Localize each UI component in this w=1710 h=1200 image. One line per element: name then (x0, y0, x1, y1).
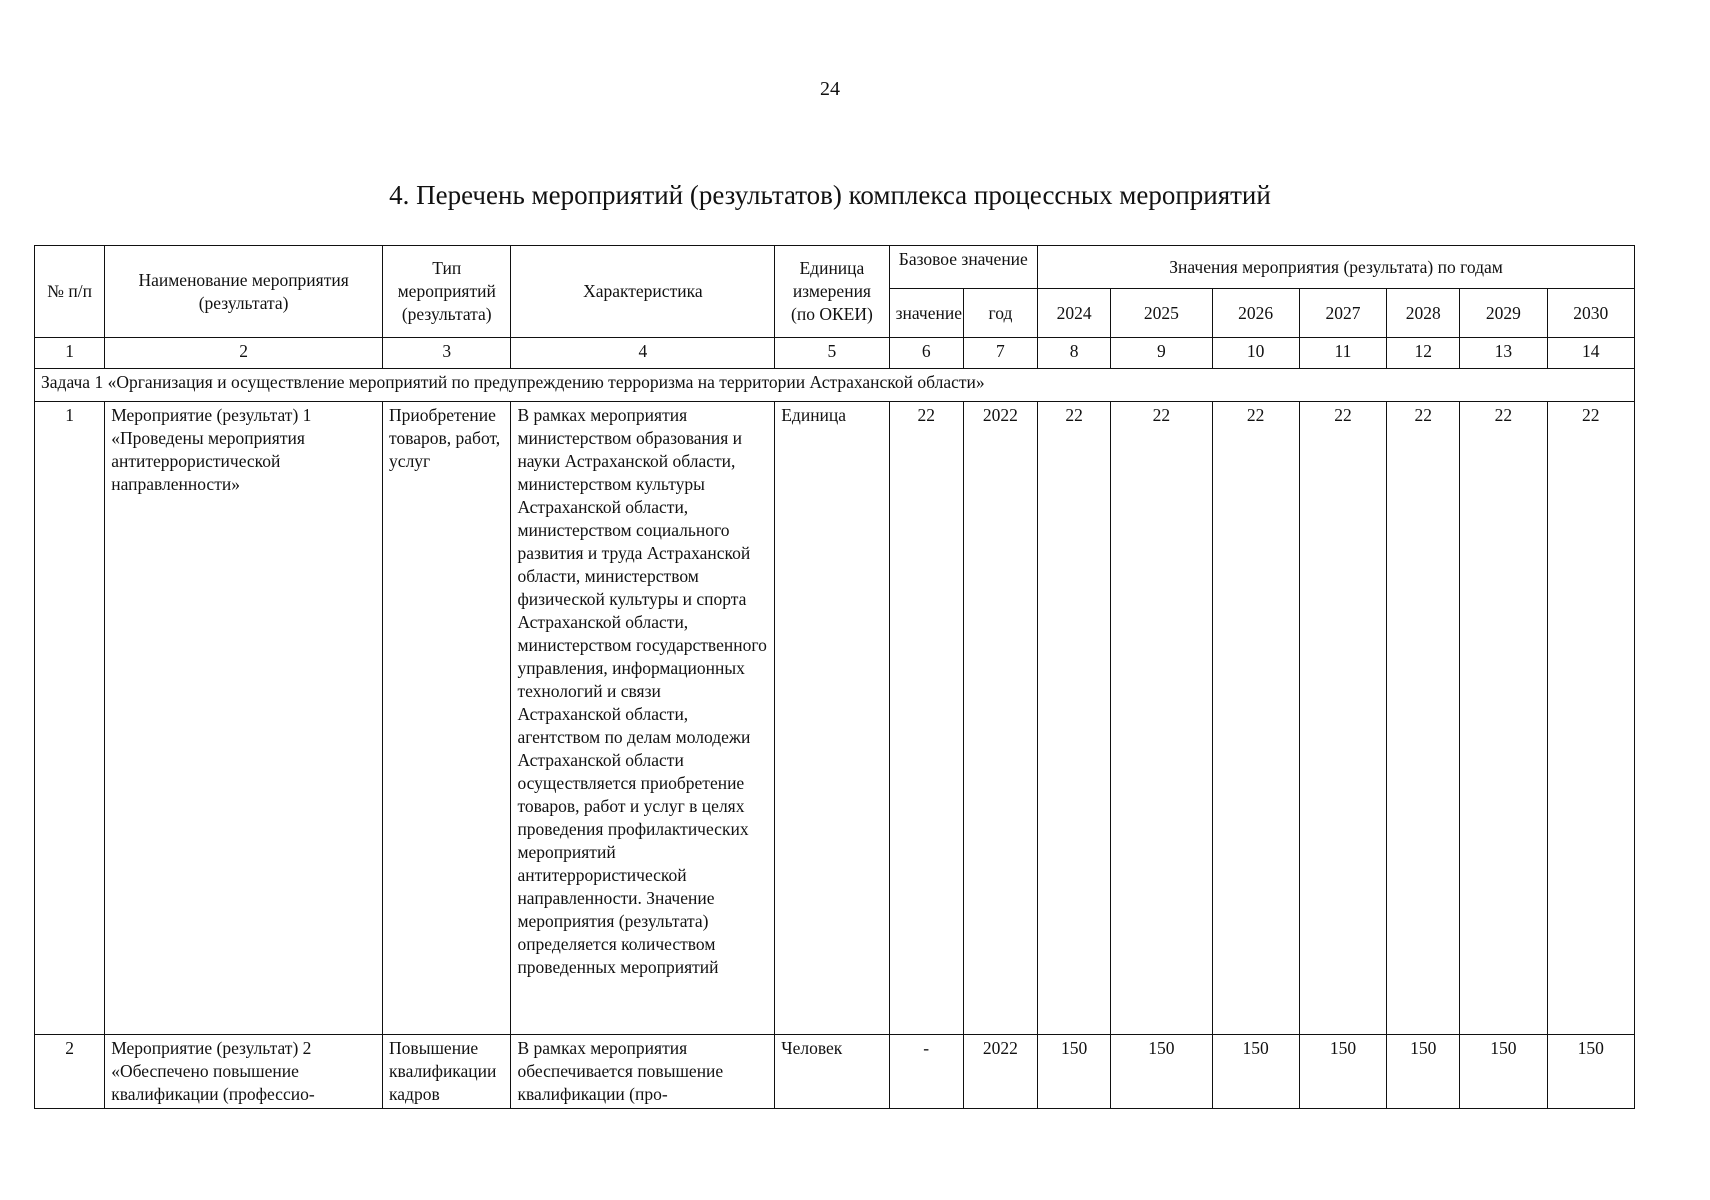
row-value-2030: 22 (1547, 402, 1634, 1035)
column-number: 9 (1111, 338, 1212, 369)
header-row-top (35, 246, 1635, 289)
column-number: 1 (35, 338, 105, 369)
column-number: 6 (889, 338, 963, 369)
row-name: Мероприятие (результат) 1 «Проведены мероприятия антитеррористической направленности» (105, 402, 383, 1035)
row-name: Мероприятие (результат) 2 «Обеспечено повышение квалификации (профессио- (105, 1035, 383, 1109)
row-type: Приобретение товаров, работ, услуг (383, 402, 511, 1035)
row-unit: Человек (775, 1035, 889, 1109)
header-type: Тип мероприятий (результата) (383, 246, 511, 338)
header-year-2029: 2029 (1460, 289, 1547, 338)
header-year-2028: 2028 (1387, 289, 1460, 338)
column-number: 5 (775, 338, 889, 369)
activities-table (34, 245, 1635, 1109)
task-row (35, 369, 1635, 402)
row-value-2027: 22 (1299, 402, 1386, 1035)
row-characteristic: В рамках мероприятия министерством образования и науки Астраханской области, министерством культуры Астраханской области, министерством социального развития и труда Астраханской области, министерством физической культуры и спорта Астраханской области, министерством государственного управления, информационных технологий и связи Астраханской области, агентством по делам молодежи Астраханской области осуществляется приобретение товаров, работ и услуг в целях проведения профилактических мероприятий антитеррористической направленности. Значение мероприятия (результата) определяется количеством проведенных мероприятий (511, 402, 775, 1035)
row-value-2025: 22 (1111, 402, 1212, 1035)
row-characteristic: В рамках мероприятия обеспечивается повышение квалификации (про- (511, 1035, 775, 1109)
row-value-2029: 150 (1460, 1035, 1547, 1109)
column-number: 4 (511, 338, 775, 369)
page-title: 4. Перечень мероприятий (результатов) комплекса процессных мероприятий (389, 180, 1271, 210)
header-characteristic: Характеристика (511, 246, 775, 338)
column-number: 13 (1460, 338, 1547, 369)
header-name: Наименование мероприятия (результата) (105, 246, 383, 338)
header-year-2030: 2030 (1547, 289, 1634, 338)
row-value-2030: 150 (1547, 1035, 1634, 1109)
column-number: 10 (1212, 338, 1299, 369)
row-type: Повышение квалификации кадров (383, 1035, 511, 1109)
row-base-value: 22 (889, 402, 963, 1035)
row-value-2024: 150 (1038, 1035, 1111, 1109)
row-base-value: - (889, 1035, 963, 1109)
page-number: 24 (820, 78, 840, 100)
column-number: 14 (1547, 338, 1634, 369)
column-number: 11 (1299, 338, 1386, 369)
table-row (35, 1035, 1635, 1109)
column-number: 7 (963, 338, 1037, 369)
header-base-value: значение (889, 289, 963, 338)
header-unit: Единица измерения (по ОКЕИ) (775, 246, 889, 338)
column-number: 3 (383, 338, 511, 369)
row-value-2028: 22 (1387, 402, 1460, 1035)
row-value-2028: 150 (1387, 1035, 1460, 1109)
column-number-row (35, 338, 1635, 369)
row-value-2027: 150 (1299, 1035, 1386, 1109)
row-value-2024: 22 (1038, 402, 1111, 1035)
row-value-2025: 150 (1111, 1035, 1212, 1109)
column-number: 2 (105, 338, 383, 369)
row-base-year: 2022 (963, 1035, 1037, 1109)
row-no: 2 (35, 1035, 105, 1109)
header-base-year: год (963, 289, 1037, 338)
task-label: Задача 1 «Организация и осуществление мероприятий по предупреждению терроризма на территории Астраханской области» (35, 369, 1635, 402)
column-number: 12 (1387, 338, 1460, 369)
row-no: 1 (35, 402, 105, 1035)
header-no: № п/п (35, 246, 105, 338)
row-unit: Единица (775, 402, 889, 1035)
header-year-2024: 2024 (1038, 289, 1111, 338)
header-year-2027: 2027 (1299, 289, 1386, 338)
header-year-2026: 2026 (1212, 289, 1299, 338)
header-yearly: Значения мероприятия (результата) по годам (1038, 246, 1635, 289)
header-year-2025: 2025 (1111, 289, 1212, 338)
row-value-2026: 22 (1212, 402, 1299, 1035)
column-number: 8 (1038, 338, 1111, 369)
row-value-2029: 22 (1460, 402, 1547, 1035)
header-base: Базовое значение (889, 246, 1037, 289)
row-base-year: 2022 (963, 402, 1037, 1035)
table-row (35, 402, 1635, 1035)
row-value-2026: 150 (1212, 1035, 1299, 1109)
